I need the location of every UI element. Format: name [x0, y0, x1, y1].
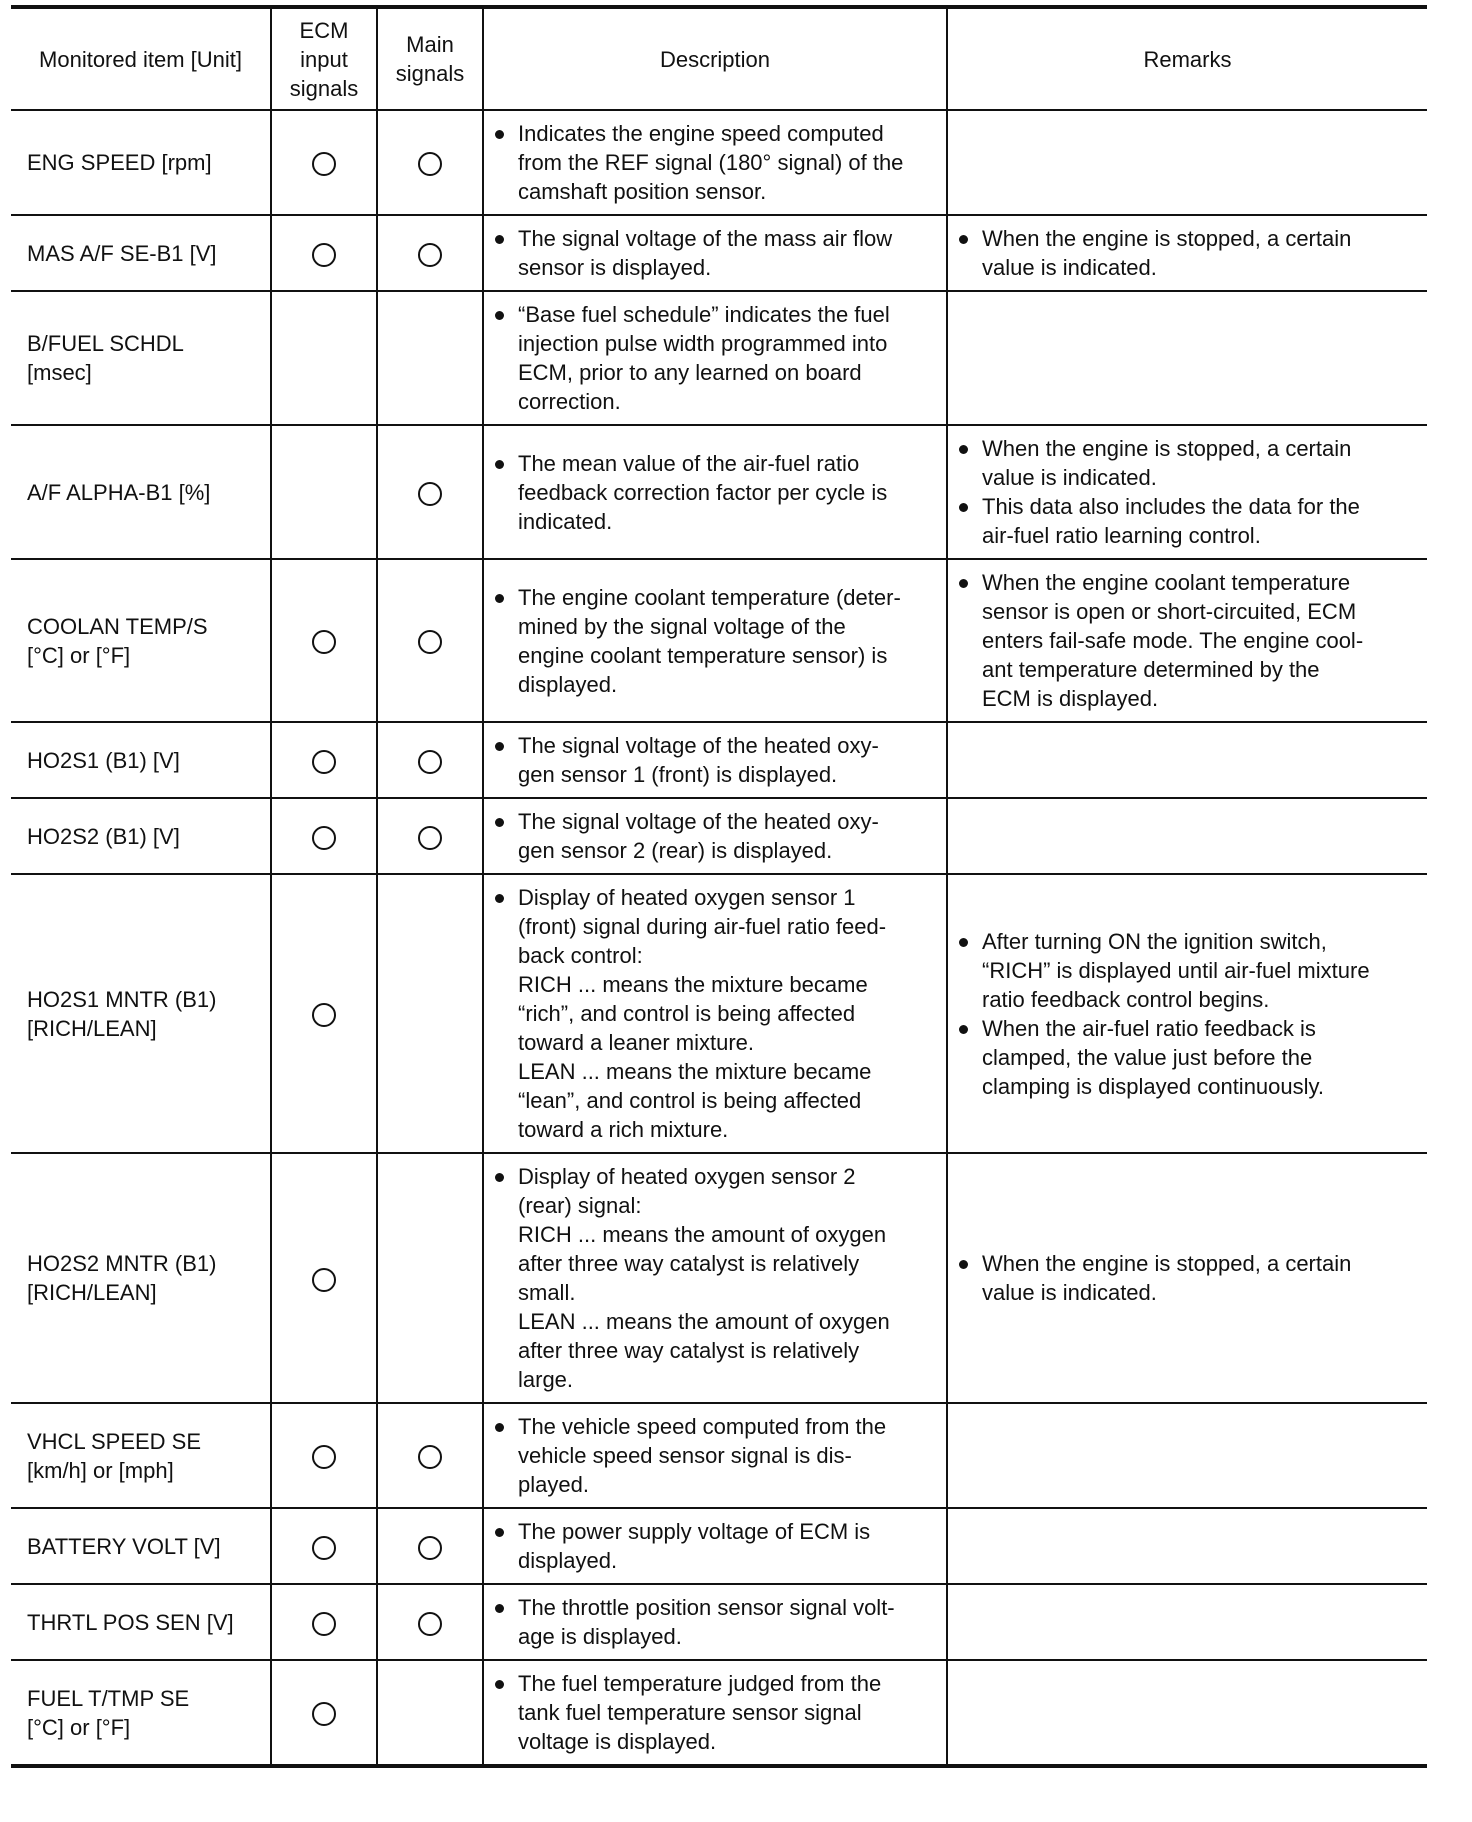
table-row	[11, 559, 1427, 722]
monitored-item-cell: HO2S2 (B1) [V]	[11, 798, 271, 874]
main-signal-circle-icon	[418, 1445, 442, 1469]
remarks-cell-bullet: This data also includes the data for the air-fuel ratio learning control.	[956, 492, 1421, 550]
ecm-input-signal-cell	[271, 1153, 377, 1403]
ecm-input-circle-icon	[312, 1003, 336, 1027]
description-cell	[483, 291, 947, 425]
remarks-cell	[947, 1403, 1427, 1508]
main-signal-cell	[377, 559, 483, 722]
monitored-item-cell: VHCL SPEED SE [km/h] or [mph]	[11, 1403, 271, 1508]
description-cell-list	[492, 1517, 940, 1575]
monitored-items-table	[11, 5, 1427, 1768]
ecm-input-signal-cell	[271, 798, 377, 874]
description-cell-bullet: Indicates the engine speed computed from the REF signal (180° signal) of the camshaft position sensor.	[492, 119, 940, 206]
description-cell-bullet: The throttle position sensor signal volt- age is displayed.	[492, 1593, 940, 1651]
description-cell	[483, 110, 947, 215]
monitored-item-cell: HO2S1 (B1) [V]	[11, 722, 271, 798]
description-cell-list	[492, 883, 940, 1144]
ecm-input-signal-cell	[271, 110, 377, 215]
main-signal-circle-icon	[418, 152, 442, 176]
main-signal-circle-icon	[418, 243, 442, 267]
header-main-signals: Main signals	[377, 7, 483, 110]
header-monitored-item: Monitored item [Unit]	[11, 7, 271, 110]
description-cell-list	[492, 300, 940, 416]
main-signal-cell	[377, 1153, 483, 1403]
ecm-input-signal-cell	[271, 1403, 377, 1508]
description-cell-list	[492, 1669, 940, 1756]
main-signal-cell	[377, 1584, 483, 1660]
description-cell-list	[492, 807, 940, 865]
remarks-cell-list	[956, 927, 1421, 1101]
description-cell-bullet: The signal voltage of the heated oxy- gen sensor 1 (front) is displayed.	[492, 731, 940, 789]
remarks-cell	[947, 798, 1427, 874]
ecm-input-circle-icon	[312, 1612, 336, 1636]
description-cell-list	[492, 449, 940, 536]
ecm-input-signal-cell	[271, 722, 377, 798]
ecm-input-circle-icon	[312, 1536, 336, 1560]
table-row	[11, 110, 1427, 215]
remarks-cell	[947, 1508, 1427, 1584]
monitored-item-cell: FUEL T/TMP SE [°C] or [°F]	[11, 1660, 271, 1766]
monitored-item-cell: HO2S1 MNTR (B1) [RICH/LEAN]	[11, 874, 271, 1153]
remarks-cell-list	[956, 1249, 1421, 1307]
table-row	[11, 1508, 1427, 1584]
remarks-cell	[947, 722, 1427, 798]
description-cell-list	[492, 1412, 940, 1499]
header-remarks: Remarks	[947, 7, 1427, 110]
header-ecm-input-signals: ECM input signals	[271, 7, 377, 110]
data-monitor-table-sheet	[11, 5, 1427, 1768]
table-row	[11, 798, 1427, 874]
ecm-input-signal-cell	[271, 874, 377, 1153]
main-signal-circle-icon	[418, 1612, 442, 1636]
table-row	[11, 1584, 1427, 1660]
description-cell-list	[492, 1162, 940, 1394]
main-signal-circle-icon	[418, 750, 442, 774]
main-signal-cell	[377, 291, 483, 425]
remarks-cell-list	[956, 224, 1421, 282]
description-cell-list	[492, 583, 940, 699]
description-cell	[483, 1660, 947, 1766]
header-row	[11, 7, 1427, 110]
ecm-input-signal-cell	[271, 559, 377, 722]
remarks-cell	[947, 874, 1427, 1153]
remarks-cell-bullet: When the air-fuel ratio feedback is clamped, the value just before the clamping is displayed continuously.	[956, 1014, 1421, 1101]
description-cell-bullet: The fuel temperature judged from the tank fuel temperature sensor signal voltage is displayed.	[492, 1669, 940, 1756]
monitored-item-cell: MAS A/F SE-B1 [V]	[11, 215, 271, 291]
ecm-input-circle-icon	[312, 152, 336, 176]
description-cell-bullet: The vehicle speed computed from the vehicle speed sensor signal is dis- played.	[492, 1412, 940, 1499]
main-signal-cell	[377, 1508, 483, 1584]
ecm-input-signal-cell	[271, 1660, 377, 1766]
description-cell	[483, 1403, 947, 1508]
remarks-cell-bullet: When the engine is stopped, a certain value is indicated.	[956, 434, 1421, 492]
remarks-cell-bullet: When the engine coolant temperature sensor is open or short-circuited, ECM enters fail-safe mode. The engine cool- ant temperature determined by the ECM is displayed.	[956, 568, 1421, 713]
ecm-input-circle-icon	[312, 1268, 336, 1292]
remarks-cell	[947, 559, 1427, 722]
main-signal-cell	[377, 110, 483, 215]
ecm-input-circle-icon	[312, 1702, 336, 1726]
description-cell-bullet: Display of heated oxygen sensor 1 (front) signal during air-fuel ratio feed- back control: RICH ... means the mixture became “rich”, and control is being affected toward a leaner mixture. LEAN ... means the mixture became “lean”, and control is being affected toward a rich mixture.	[492, 883, 940, 1144]
remarks-cell	[947, 291, 1427, 425]
description-cell	[483, 215, 947, 291]
remarks-cell-list	[956, 434, 1421, 550]
remarks-cell-list	[956, 568, 1421, 713]
description-cell-bullet: The signal voltage of the mass air flow sensor is displayed.	[492, 224, 940, 282]
monitored-item-cell: ENG SPEED [rpm]	[11, 110, 271, 215]
description-cell-bullet: Display of heated oxygen sensor 2 (rear) signal: RICH ... means the amount of oxygen after three way catalyst is relatively small. LEAN ... means the amount of oxygen after three way catalyst is relatively large.	[492, 1162, 940, 1394]
description-cell	[483, 722, 947, 798]
description-cell-list	[492, 224, 940, 282]
table-row	[11, 425, 1427, 559]
remarks-cell	[947, 425, 1427, 559]
monitored-item-cell: B/FUEL SCHDL [msec]	[11, 291, 271, 425]
description-cell	[483, 559, 947, 722]
description-cell-bullet: The signal voltage of the heated oxy- gen sensor 2 (rear) is displayed.	[492, 807, 940, 865]
main-signal-circle-icon	[418, 826, 442, 850]
remarks-cell	[947, 215, 1427, 291]
description-cell-list	[492, 731, 940, 789]
description-cell	[483, 874, 947, 1153]
ecm-input-signal-cell	[271, 1508, 377, 1584]
description-cell	[483, 1584, 947, 1660]
ecm-input-circle-icon	[312, 630, 336, 654]
table-header	[11, 7, 1427, 110]
monitored-item-cell: A/F ALPHA-B1 [%]	[11, 425, 271, 559]
main-signal-cell	[377, 798, 483, 874]
ecm-input-signal-cell	[271, 425, 377, 559]
header-description: Description	[483, 7, 947, 110]
remarks-cell	[947, 1153, 1427, 1403]
monitored-item-cell: HO2S2 MNTR (B1) [RICH/LEAN]	[11, 1153, 271, 1403]
main-signal-circle-icon	[418, 482, 442, 506]
remarks-cell	[947, 110, 1427, 215]
description-cell	[483, 1508, 947, 1584]
table-row	[11, 1153, 1427, 1403]
remarks-cell-bullet: After turning ON the ignition switch, “RICH” is displayed until air-fuel mixture ratio feedback control begins.	[956, 927, 1421, 1014]
main-signal-circle-icon	[418, 1536, 442, 1560]
main-signal-cell	[377, 425, 483, 559]
main-signal-cell	[377, 1660, 483, 1766]
main-signal-cell	[377, 215, 483, 291]
description-cell-bullet: The engine coolant temperature (deter- mined by the signal voltage of the engine coolant temperature sensor) is displayed.	[492, 583, 940, 699]
main-signal-cell	[377, 1403, 483, 1508]
description-cell-list	[492, 119, 940, 206]
description-cell	[483, 425, 947, 559]
table-row	[11, 874, 1427, 1153]
main-signal-cell	[377, 874, 483, 1153]
ecm-input-signal-cell	[271, 215, 377, 291]
remarks-cell	[947, 1660, 1427, 1766]
description-cell-list	[492, 1593, 940, 1651]
remarks-cell-bullet: When the engine is stopped, a certain value is indicated.	[956, 224, 1421, 282]
description-cell-bullet: “Base fuel schedule” indicates the fuel injection pulse width programmed into ECM, prior to any learned on board correction.	[492, 300, 940, 416]
description-cell-bullet: The power supply voltage of ECM is displayed.	[492, 1517, 940, 1575]
description-cell-bullet: The mean value of the air-fuel ratio feedback correction factor per cycle is indicated.	[492, 449, 940, 536]
table-row	[11, 215, 1427, 291]
remarks-cell	[947, 1584, 1427, 1660]
table-row	[11, 291, 1427, 425]
ecm-input-circle-icon	[312, 826, 336, 850]
ecm-input-signal-cell	[271, 1584, 377, 1660]
table-body	[11, 110, 1427, 1766]
table-row	[11, 722, 1427, 798]
monitored-item-cell: BATTERY VOLT [V]	[11, 1508, 271, 1584]
monitored-item-cell: COOLAN TEMP/S [°C] or [°F]	[11, 559, 271, 722]
monitored-item-cell: THRTL POS SEN [V]	[11, 1584, 271, 1660]
ecm-input-circle-icon	[312, 750, 336, 774]
description-cell	[483, 798, 947, 874]
table-row	[11, 1403, 1427, 1508]
main-signal-cell	[377, 722, 483, 798]
ecm-input-circle-icon	[312, 1445, 336, 1469]
table-row	[11, 1660, 1427, 1766]
description-cell	[483, 1153, 947, 1403]
main-signal-circle-icon	[418, 630, 442, 654]
remarks-cell-bullet: When the engine is stopped, a certain value is indicated.	[956, 1249, 1421, 1307]
ecm-input-signal-cell	[271, 291, 377, 425]
ecm-input-circle-icon	[312, 243, 336, 267]
